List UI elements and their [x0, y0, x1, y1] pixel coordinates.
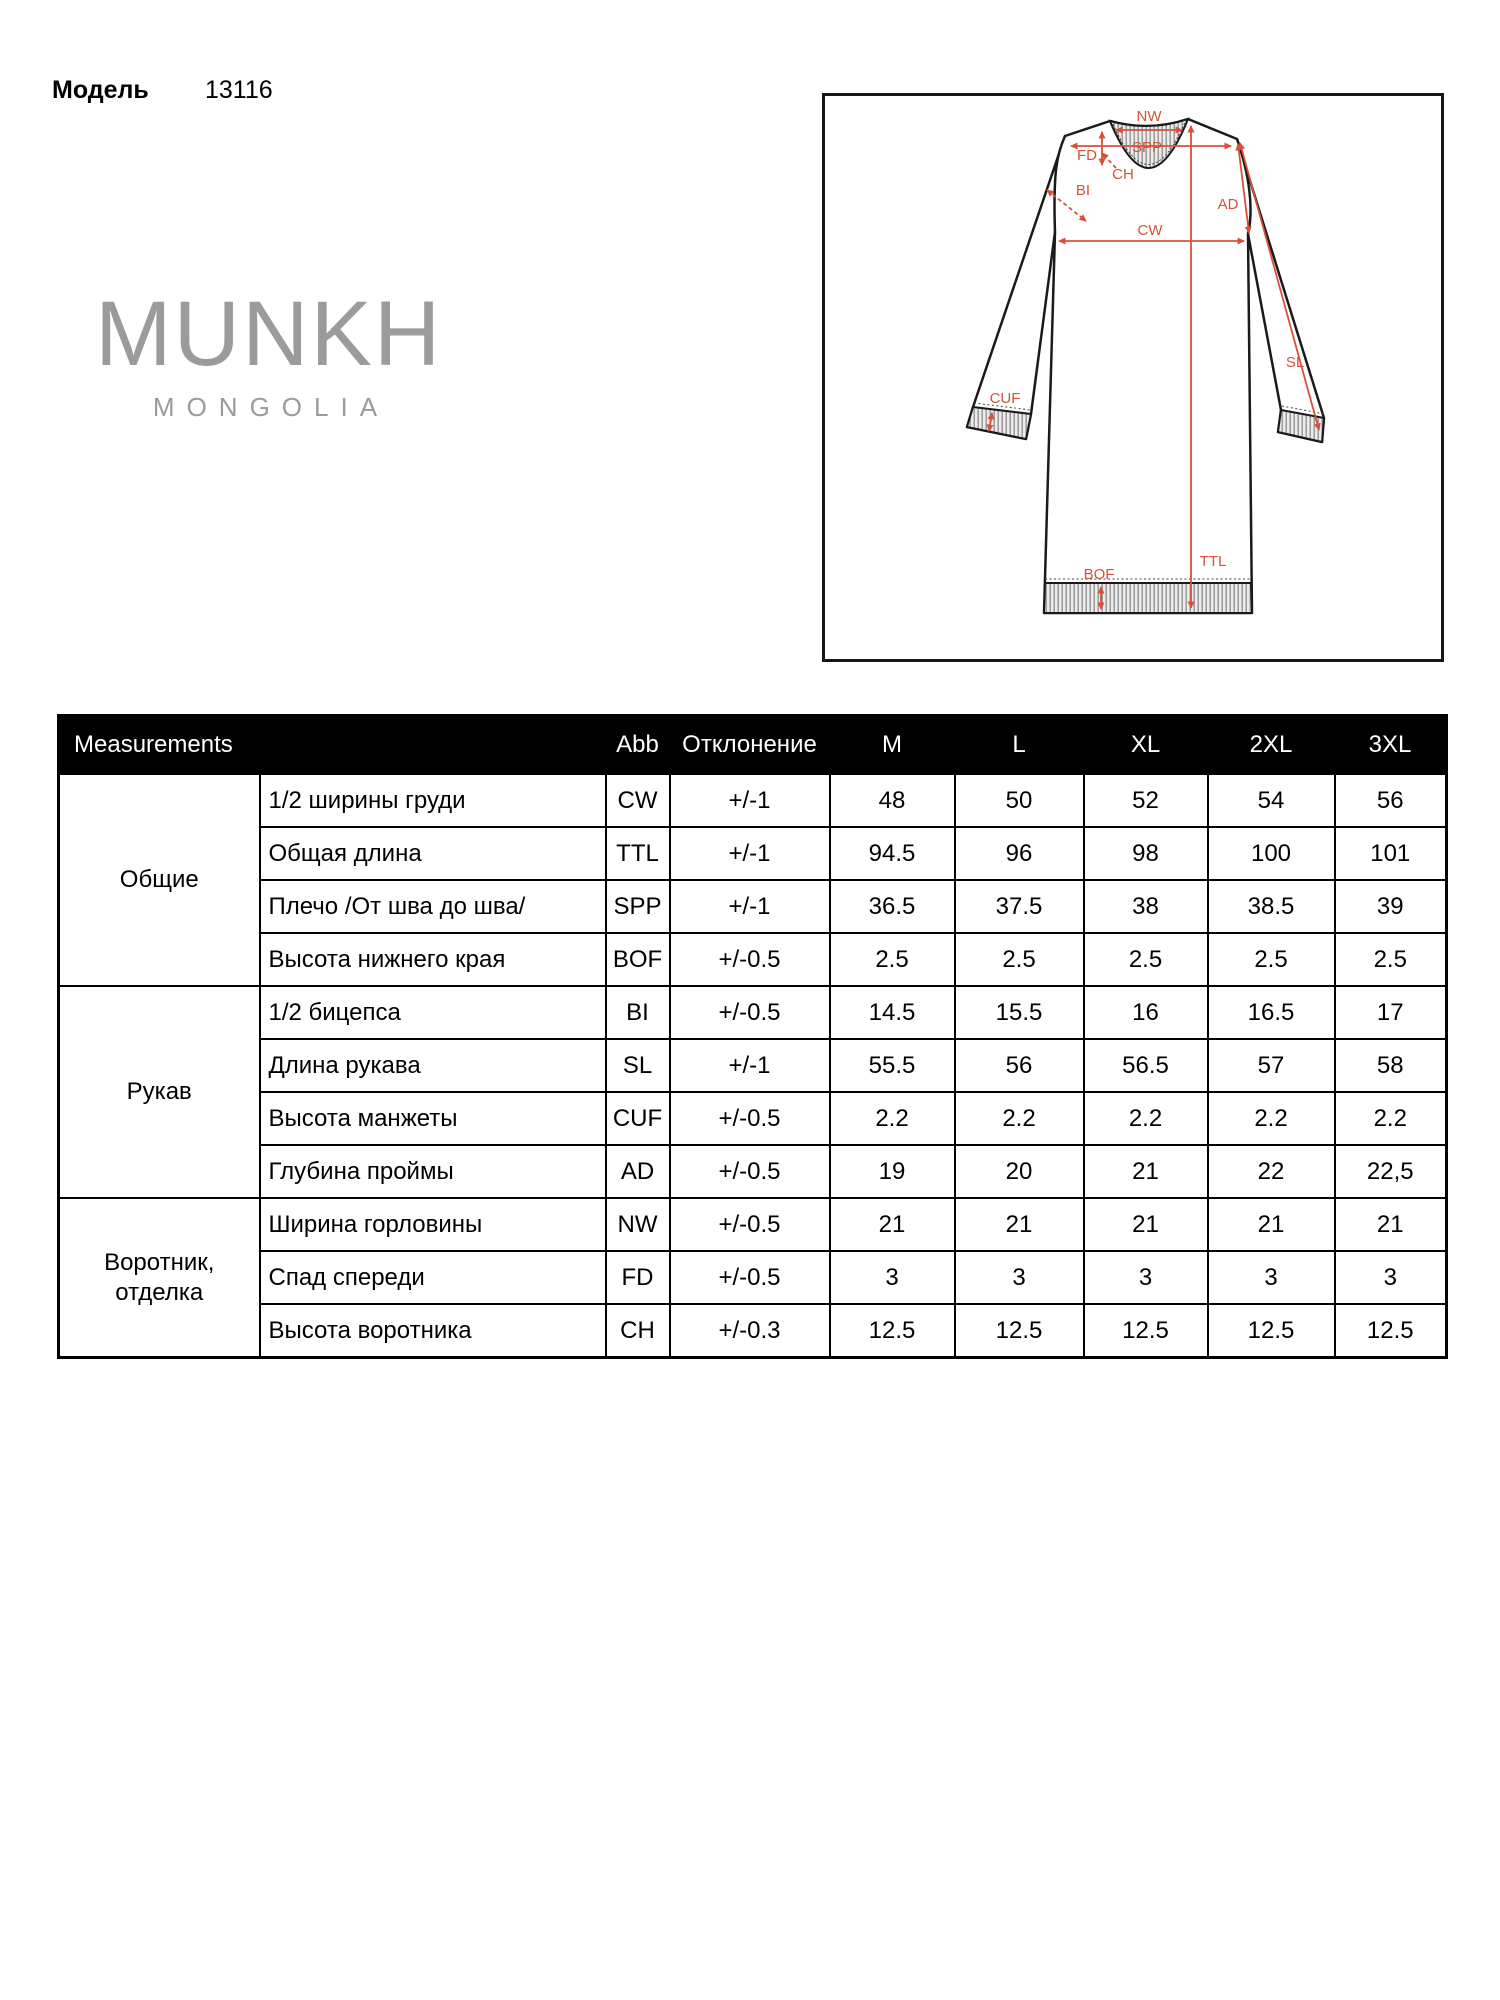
size-value-cell: 12.5 [830, 1304, 955, 1358]
header-xl: XL [1084, 716, 1208, 775]
size-value-cell: 54 [1208, 774, 1335, 827]
model-label: Модель [52, 76, 149, 104]
cw-label: CW [1137, 222, 1163, 239]
size-value-cell: 17 [1335, 986, 1447, 1039]
size-value-cell: 3 [955, 1251, 1084, 1304]
size-value-cell: 12.5 [1084, 1304, 1208, 1358]
group-cell: Общие [59, 774, 260, 986]
param-cell: Спад спереди [260, 1251, 606, 1304]
tolerance-cell: +/-0.5 [670, 1092, 830, 1145]
abb-cell: BI [606, 986, 670, 1039]
sl-label: SL [1285, 354, 1305, 371]
size-value-cell: 3 [830, 1251, 955, 1304]
size-value-cell: 15.5 [955, 986, 1084, 1039]
param-cell: Плечо /От шва до шва/ [260, 880, 606, 933]
brand-country: MONGOLIA [152, 392, 390, 422]
param-cell: Ширина горловины [260, 1198, 606, 1251]
hem-band [1044, 583, 1252, 613]
size-value-cell: 101 [1335, 827, 1447, 880]
brand-name: MUNKH [95, 283, 443, 385]
abb-cell: TTL [606, 827, 670, 880]
abb-cell: SPP [606, 880, 670, 933]
tolerance-cell: +/-0.5 [670, 1198, 830, 1251]
tolerance-cell: +/-0.5 [670, 986, 830, 1039]
size-value-cell: 57 [1208, 1039, 1335, 1092]
size-value-cell: 2.2 [1084, 1092, 1208, 1145]
size-value-cell: 19 [830, 1145, 955, 1198]
abb-cell: BOF [606, 933, 670, 986]
abb-cell: FD [606, 1251, 670, 1304]
size-value-cell: 94.5 [830, 827, 955, 880]
size-value-cell: 48 [830, 774, 955, 827]
tolerance-cell: +/-1 [670, 827, 830, 880]
size-value-cell: 58 [1335, 1039, 1447, 1092]
abb-cell: CW [606, 774, 670, 827]
size-table-wrap [57, 714, 1448, 1359]
size-value-cell: 37.5 [955, 880, 1084, 933]
size-value-cell: 38.5 [1208, 880, 1335, 933]
abb-cell: NW [606, 1198, 670, 1251]
size-value-cell: 3 [1208, 1251, 1335, 1304]
size-value-cell: 2.5 [955, 933, 1084, 986]
table-row [59, 774, 1447, 827]
nw-label: NW [1136, 108, 1162, 125]
table-row [59, 1304, 1447, 1358]
table-row [59, 933, 1447, 986]
param-cell: Высота воротника [260, 1304, 606, 1358]
header-l: L [955, 716, 1084, 775]
size-value-cell: 56.5 [1084, 1039, 1208, 1092]
tolerance-cell: +/-0.5 [670, 1145, 830, 1198]
table-row [59, 1092, 1447, 1145]
tolerance-cell: +/-0.5 [670, 933, 830, 986]
size-value-cell: 38 [1084, 880, 1208, 933]
size-value-cell: 12.5 [1208, 1304, 1335, 1358]
table-row [59, 1251, 1447, 1304]
size-value-cell: 16 [1084, 986, 1208, 1039]
size-value-cell: 22 [1208, 1145, 1335, 1198]
size-value-cell: 96 [955, 827, 1084, 880]
tolerance-cell: +/-1 [670, 880, 830, 933]
size-value-cell: 56 [1335, 774, 1447, 827]
size-value-cell: 14.5 [830, 986, 955, 1039]
tolerance-cell: +/-0.5 [670, 1251, 830, 1304]
bof-label: BOF [1083, 566, 1115, 583]
garment-diagram-box [822, 93, 1444, 662]
abb-cell: CH [606, 1304, 670, 1358]
abb-cell: CUF [606, 1092, 670, 1145]
size-value-cell: 21 [1335, 1198, 1447, 1251]
size-value-cell: 56 [955, 1039, 1084, 1092]
size-value-cell: 55.5 [830, 1039, 955, 1092]
size-value-cell: 2.5 [1335, 933, 1447, 986]
size-value-cell: 2.2 [830, 1092, 955, 1145]
garment-diagram [825, 96, 1441, 659]
header-отклонение: Отклонение [670, 716, 830, 775]
spp-label: SPP [1131, 139, 1163, 156]
bi-label: BI [1075, 182, 1091, 199]
brand-logo [95, 283, 443, 423]
param-cell: Высота нижнего края [260, 933, 606, 986]
size-value-cell: 3 [1084, 1251, 1208, 1304]
param-cell: 1/2 ширины груди [260, 774, 606, 827]
header-3xl: 3XL [1335, 716, 1447, 775]
table-row [59, 1198, 1447, 1251]
size-value-cell: 2.2 [1335, 1092, 1447, 1145]
size-value-cell: 22,5 [1335, 1145, 1447, 1198]
size-value-cell: 21 [1084, 1198, 1208, 1251]
size-value-cell: 2.2 [955, 1092, 1084, 1145]
size-table [57, 714, 1448, 1359]
header-2xl: 2XL [1208, 716, 1335, 775]
size-value-cell: 98 [1084, 827, 1208, 880]
model-number: 13116 [205, 76, 273, 104]
header-m: M [830, 716, 955, 775]
size-value-cell: 2.2 [1208, 1092, 1335, 1145]
ch-label: CH [1112, 166, 1134, 183]
size-value-cell: 20 [955, 1145, 1084, 1198]
size-value-cell: 21 [1208, 1198, 1335, 1251]
size-value-cell: 100 [1208, 827, 1335, 880]
size-value-cell: 3 [1335, 1251, 1447, 1304]
fd-label: FD [1077, 147, 1097, 164]
size-value-cell: 16.5 [1208, 986, 1335, 1039]
param-cell: Глубина проймы [260, 1145, 606, 1198]
size-value-cell: 21 [955, 1198, 1084, 1251]
param-cell: 1/2 бицепса [260, 986, 606, 1039]
size-value-cell: 52 [1084, 774, 1208, 827]
ad-label: AD [1217, 196, 1239, 213]
size-value-cell: 21 [1084, 1145, 1208, 1198]
tolerance-cell: +/-0.3 [670, 1304, 830, 1358]
group-cell: Воротник, отделка [59, 1198, 260, 1358]
table-row [59, 1039, 1447, 1092]
size-value-cell: 36.5 [830, 880, 955, 933]
ttl-label: TTL [1199, 553, 1227, 570]
size-value-cell: 50 [955, 774, 1084, 827]
abb-cell: AD [606, 1145, 670, 1198]
table-row [59, 827, 1447, 880]
size-value-cell: 12.5 [1335, 1304, 1447, 1358]
size-value-cell: 2.5 [830, 933, 955, 986]
param-cell: Общая длина [260, 827, 606, 880]
header-abb: Abb [606, 716, 670, 775]
group-cell: Рукав [59, 986, 260, 1198]
tolerance-cell: +/-1 [670, 774, 830, 827]
size-value-cell: 12.5 [955, 1304, 1084, 1358]
tolerance-cell: +/-1 [670, 1039, 830, 1092]
size-value-cell: 2.5 [1084, 933, 1208, 986]
param-cell: Высота манжеты [260, 1092, 606, 1145]
cuf-label: CUF [989, 390, 1021, 407]
table-row [59, 986, 1447, 1039]
size-value-cell: 2.5 [1208, 933, 1335, 986]
table-header-row [59, 716, 1447, 775]
abb-cell: SL [606, 1039, 670, 1092]
table-row [59, 880, 1447, 933]
table-row [59, 1145, 1447, 1198]
header-measurements: Measurements [59, 716, 606, 775]
param-cell: Длина рукава [260, 1039, 606, 1092]
size-value-cell: 39 [1335, 880, 1447, 933]
size-value-cell: 21 [830, 1198, 955, 1251]
